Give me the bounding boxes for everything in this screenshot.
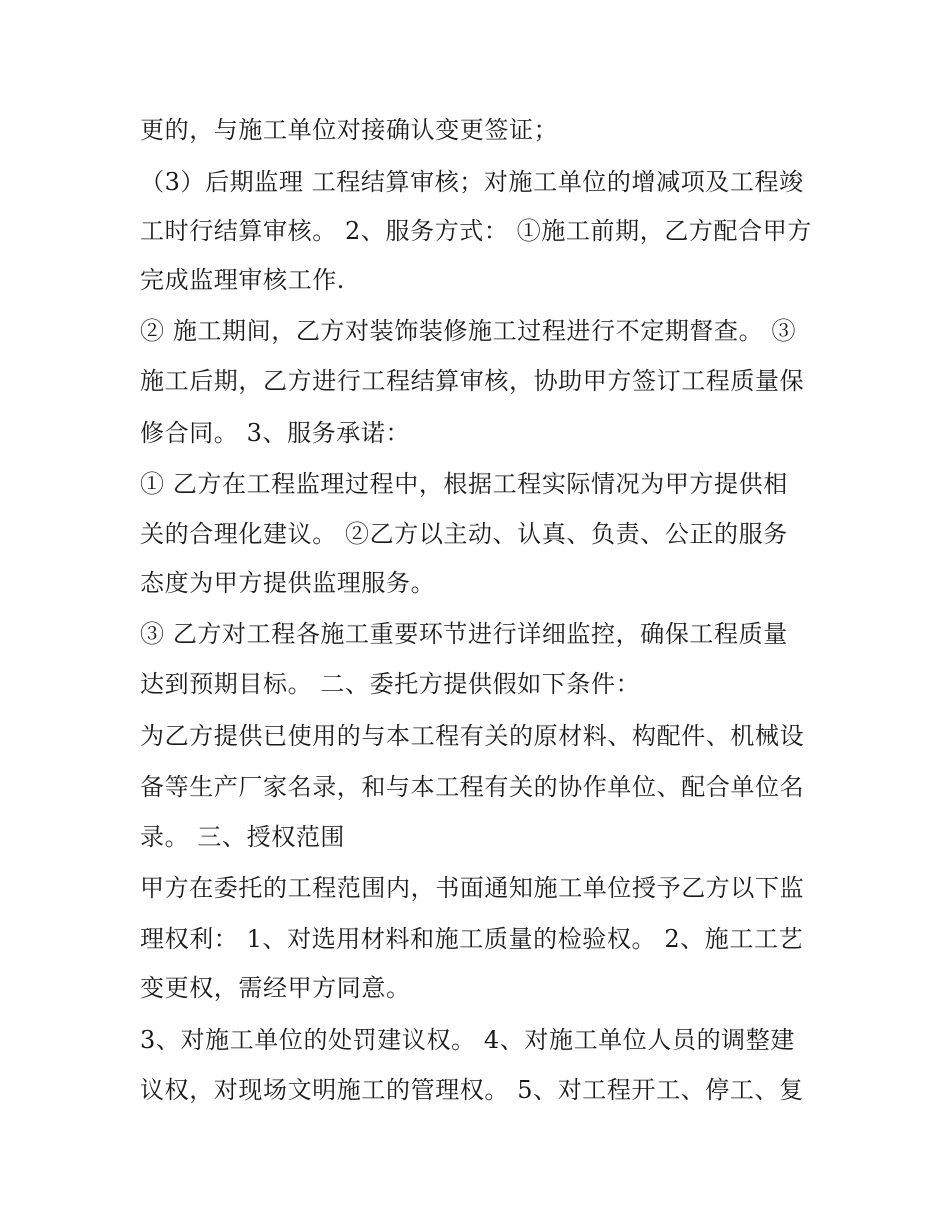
text-line: 3、对施工单位的处罚建议权。 4、对施工单位人员的调整建 — [140, 1026, 795, 1054]
text-line: 更的，与施工单位对接确认变更签证； — [140, 116, 559, 144]
text-line: 态度为甲方提供监理服务。 — [140, 569, 436, 597]
text-line: ① 乙方在工程监理过程中，根据工程实际情况为甲方提供相 — [140, 470, 788, 498]
text-line: 为乙方提供已使用的与本工程有关的原材料、构配件、机械设 — [140, 722, 805, 750]
text-line: 修合同。 3、服务承诺： — [140, 419, 411, 447]
text-line: 录。 三、授权范围 — [140, 823, 346, 851]
text-line: 议权，对现场文明施工的管理权。 5、对工程开工、停工、复 — [140, 1076, 804, 1104]
text-line: 备等生产厂家名录，和与本工程有关的协作单位、配合单位名 — [140, 773, 805, 801]
text-line: 达到预期目标。 二、委托方提供假如下条件： — [140, 670, 641, 698]
text-line: ② 施工期间，乙方对装饰装修施工过程进行不定期督查。 ③ — [140, 317, 797, 345]
text-line: 工时行结算审核。 2、服务方式： ①施工前期，乙方配合甲方 — [140, 217, 812, 245]
text-line: 变更权，需经甲方同意。 — [140, 974, 411, 1002]
text-line: （3）后期监理 工程结算审核；对施工单位的增减项及工程竣 — [140, 168, 804, 196]
text-line: 完成监理审核工作. — [140, 266, 346, 294]
text-line: 甲方在委托的工程范围内，书面通知施工单位授予乙方以下监 — [140, 874, 805, 902]
text-line: ③ 乙方对工程各施工重要环节进行详细监控，确保工程质量 — [140, 620, 788, 648]
text-line: 关的合理化建议。 ②乙方以主动、认真、负责、公正的服务 — [140, 520, 788, 548]
text-line: 理权利： 1、对选用材料和施工质量的检验权。 2、施工工艺 — [140, 925, 804, 953]
text-line: 施工后期，乙方进行工程结算审核，协助甲方签订工程质量保 — [140, 367, 805, 395]
